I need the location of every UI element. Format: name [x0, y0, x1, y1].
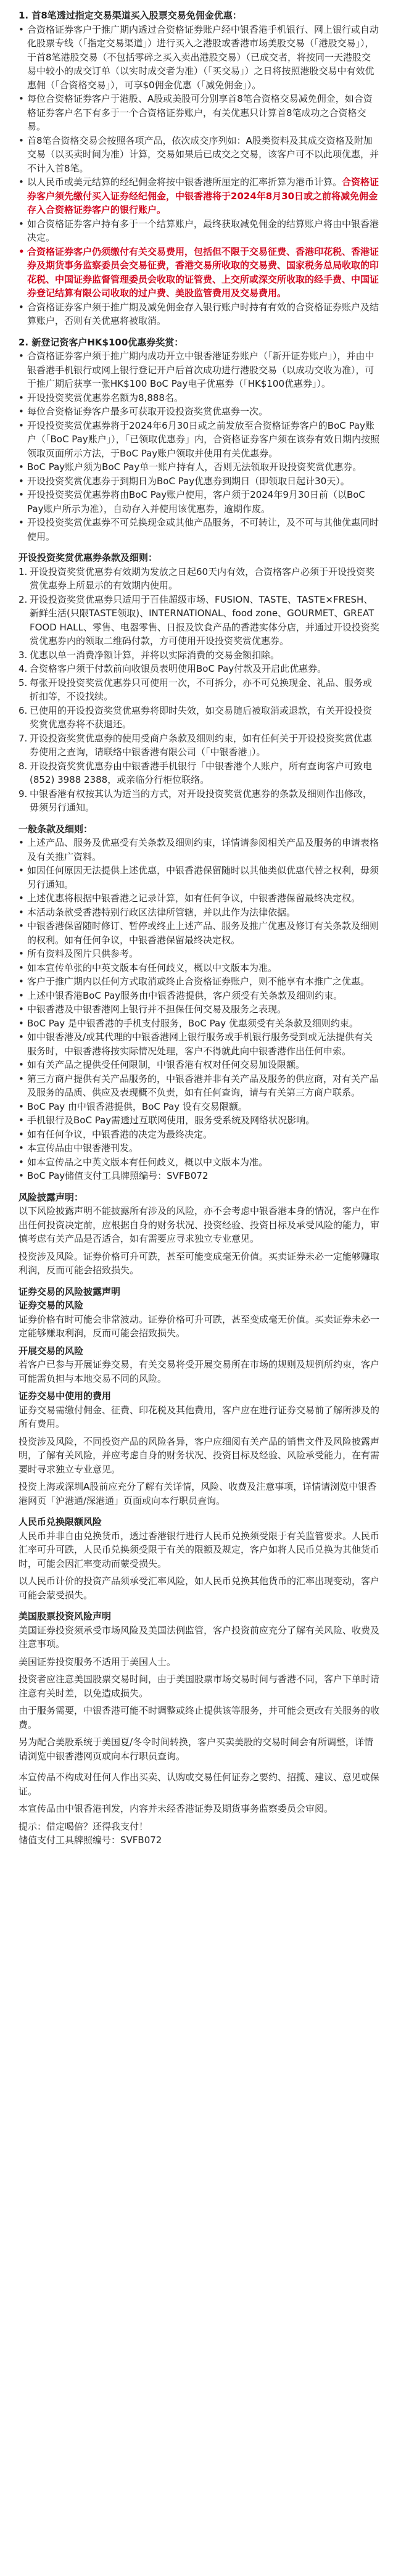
- list-item: • BoC Pay 是中银香港的手机支付服务，BoC Pay 优惠须受有关条款及细则约束。: [19, 1017, 380, 1031]
- paragraph: 由于服务需要，中银香港可能不时调整或终止提供该等服务，并可能会更改有关服务的收费。: [19, 1705, 380, 1730]
- paragraph: 美国证券投资服务不适用于美国人士。: [19, 1656, 176, 1667]
- list-item: • 如本宣传单张的中英文版本有任何歧义，概以中文版本为准。: [19, 961, 380, 975]
- section-risk-disclosure: [19, 1191, 380, 1278]
- list-item: • 合资格证券客户须于推广期内成功开立中银香港证券账户（「新开证券账户」），并由中银香港手机银行或网上银行登记开户后首次成功进行港股交易（以成功交收为准），可于推广期后获享一张HK$100 BoC Pay电子优惠券（「HK$100优惠券」）。: [19, 349, 380, 391]
- list-item: • 如因任何原因无法提供上述优惠，中银香港保留随时以其他类似优惠代替之权利，毋须另行通知。: [19, 864, 380, 891]
- section-title: 1. 首8笔透过指定交易渠道买入股票交易免佣金优惠：: [19, 10, 242, 21]
- highlight-text: 合资格证券客户须先缴付买入证券经纪佣金，中银香港将于2024年8月30日或之前将减免佣金存入合资格证券客户的银行账户。: [27, 176, 379, 215]
- list-item-highlight: • 合资格证券客户仍须缴付有关交易费用，包括但不限于交易征费、香港印花税、香港证券及期货事务监察委员会交易征费，香港交易所收取的交易费、国家税务总局收取的印花税、中国证券监督管理委员会收取的证管费、上交所或深交所收取的经手费、中国证券登记结算有限公司收取的过户费、美股监管费用及交易费用。: [19, 245, 380, 300]
- list-item: • 上述中银香港BoC Pay服务由中银香港提供，客户须受有关条款及细则约束。: [19, 989, 380, 1003]
- paragraph: 另为配合美股系统于美国夏/冬令时间转换，客户买卖美股的交易时间会有所调整，详情请浏览中银香港网页或向本行职员查询。: [19, 1736, 374, 1762]
- list-item: 8. 开设投资奖赏优惠券由中银香港手机银行「中银香港个人账户，所有查询客户可致电(852) 3988 2388，或亲临分行柜位联络。: [19, 760, 373, 785]
- paragraph: 若客户已参与开展证券交易，有关交易将受开展交易所在市场的规则及规例所约束，客户可能需负担与本地交易不同的风险。: [19, 1359, 380, 1384]
- footer: [19, 1770, 380, 1847]
- list-item: • 如有任何争议，中银香港的决定为最终决定。: [19, 1128, 380, 1142]
- list-item: • 中银香港及中银香港网上银行并不担保任何交易及服务之表现。: [19, 1002, 380, 1017]
- section-title: 美国股票投资风险声明: [19, 1611, 112, 1622]
- paragraph: 投资涉及风险，不同投资产品的风险各异，客户应细阅有关产品的销售文件及风险披露声明，了解有关风险，并应考虑自身的财务状况、投资目标及经验、风险承受能力，在有需要时寻求独立专业意见。: [19, 1435, 380, 1475]
- list-item: • 如合资格证券客户持有多于一个结算账户，最终获取减免佣金的结算账户将由中银香港决定。: [19, 217, 380, 245]
- section-title: 一般条款及细则：: [19, 823, 93, 835]
- list-item: • 中银香港保留随时修订、暂停或终止上述产品、服务及推广优惠及修订有关条款及细则的权利。如有任何争议，中银香港保留最终决定权。: [19, 919, 380, 947]
- list-item: • 客户于推广期内以任何方式取消或终止合资格证券账户，则不能享有本推广之优惠。: [19, 975, 380, 989]
- paragraph: 美国证券投资须承受市场风险及美国法例监管，客户投资前应充分了解有关风险、收费及注意事项。: [19, 1624, 380, 1649]
- list-item: 4. 合资格客户须于付款前向收银员表明使用BoC Pay付款及开启此优惠券。: [19, 663, 327, 674]
- list-item: • 本宣传品由中银香港刊发。: [19, 1141, 380, 1155]
- paragraph: 以下风险披露声明不能披露所有涉及的风险，亦不会考虑中银香港本身的情况，客户在作出任何投资决定前，应根据自身的财务状况、投资经验、投资目标及承受风险的能力，审慎考虑有关产品是否适合，如有需要应寻求独立专业意见。: [19, 1205, 380, 1244]
- list-item: • 开设投资奖赏优惠券不可兑换现金或其他产品服务，不可转让，及不可与其他优惠同时使用。: [19, 516, 380, 543]
- license-number: 储值支付工具牌照编号：SVFB072: [19, 1835, 162, 1846]
- subsection-title: 证券交易的风险: [19, 1300, 84, 1311]
- list-item: 6. 已使用的开设投资奖赏优惠券将即时失效，如交易随后被取消或退款，有关开设投资奖赏优惠券将不获退还。: [19, 704, 373, 730]
- list-item: • 开设投资奖赏优惠券名额为8,888名。: [19, 391, 380, 405]
- list-item: • 本活动条款受香港特别行政区法律所管辖，并以此作为法律依据。: [19, 906, 380, 920]
- subsection-title: 开展交易的风险: [19, 1345, 84, 1356]
- list-item-text: 以人民币或美元结算的经纪佣金将按中银香港所厘定的汇率折算为港币计算。: [27, 176, 342, 188]
- list-item: • 第三方商户提供有关产品服务的，中银香港并非有关产品及服务的供应商，对有关产品及服务的品质、供应及表现概不负责，如有任何查询，请与有关第三方商户联系。: [19, 1072, 380, 1100]
- list-item: • 合资格证券客户于推广期内透过合资格证券账户经中银香港手机银行、网上银行或自动化股票专线（「指定交易渠道」）进行买入之港股或香港市场美股交易（「港股交易」），于首8笔港股交易（不包括零碎之买入卖出港股交易）（已成交者，将按同一天港股交易中较小的成交订单（以实时成交者为准）（「买交易」）之日将按照港股交易中有效优惠佣（「合资格交易」），可享$0佣金优惠（「减免佣金」）。: [19, 23, 380, 93]
- list-item: • 手机银行及BoC Pay需透过互联网使用，服务受系统及网络状况影响。: [19, 1113, 380, 1128]
- list-item: • 每位合资格证券客户于港股、A股或美股可分别享首8笔合资格交易减免佣金，如合资格证券客户名下有多于一个合资格证券账户，有关优惠只计算首8笔成功之合资格交易。: [19, 92, 380, 134]
- list-item: • 所有资料及图片只供参考。: [19, 947, 380, 961]
- section-title: 开设投资奖赏优惠券条款及细则：: [19, 552, 158, 563]
- section-title: 2. 新登记资客户HK$100优惠券奖赏：: [19, 336, 184, 348]
- section-title: 人民币兑换限额风险: [19, 1516, 102, 1527]
- subsection-title: 证券交易中使用的费用: [19, 1390, 112, 1402]
- list-item: • 合资格证券客户须于推广期及减免佣金存入银行账户时持有有效的合资格证券账户及结算账户，否则有关优惠将被取消。: [19, 300, 380, 328]
- paragraph: 以人民币计价的投资产品须承受汇率风险，如人民币兑换其他货币的汇率出现变动，客户可能会蒙受损失。: [19, 1575, 380, 1601]
- list-item: 2. 开设投资奖赏优惠券只适用于百佳超级市场、FUSION、TASTE、TASTE×FRESH、新鲜生活(只限TASTE领取)、INTERNATIONAL、food zone、GOURMET、GREAT FOOD HALL、零售、电器零售、日报及饮食产品的香港实体分店，并通过开设投资奖赏优惠券内的领取二维码付款，方可使用开设投资奖赏优惠券。: [19, 593, 379, 646]
- paragraph: 证券价格有时可能会非常波动。证券价格可升可跌，甚至变成毫无价值。买卖证券未必一定能够赚取利润，反而可能会招致损失。: [19, 1313, 380, 1339]
- section-new-investor-reward: [19, 336, 380, 544]
- list-item: 3. 优惠以单一消费净额计算，并将以实际消费的交易金额扣除。: [19, 649, 280, 661]
- section-securities-risk: [19, 1285, 380, 1508]
- section-coupon-terms: [19, 551, 380, 815]
- section-us-stock-risk: [19, 1609, 380, 1763]
- paragraph: 投资者应注意美国股票交易时间，由于美国股票市场交易时间与香港不同，客户下单时请注意有关时差，以免造成损失。: [19, 1674, 380, 1699]
- section-general-terms: [19, 822, 380, 1183]
- reminder-text: 提示：借定喝倍？还得我支付！: [19, 1820, 149, 1832]
- list-item: • BoC Pay 由中银香港提供，BoC Pay 设有交易限额。: [19, 1100, 380, 1114]
- list-item: 5. 每张开设投资奖赏优惠券只可使用一次，不可拆分，亦不可兑换现金、礼品、服务或折扣等，不设找续。: [19, 677, 373, 702]
- list-item: • BoC Pay储值支付工具牌照编号：SVFB072: [19, 1169, 380, 1183]
- list-item: • 上述产品、服务及优惠受有关条款及细则约束，详情请参阅相关产品及服务的申请表格及有关推广资料。: [19, 836, 380, 864]
- list-item: 9. 中银香港有权按其认为适当的方式，对开设投资奖赏优惠券的条款及细则作出修改，毋须另行通知。: [19, 788, 373, 813]
- list-item: • 开设投资奖赏优惠券将由BoC Pay账户使用，客户须于2024年9月30日前（以BoC Pay账户所示为准），自动存入并使用该优惠券，逾期作废。: [19, 488, 380, 516]
- list-item: • 如有关产品之提供受任何限制，中银香港有权对任何交易加设限额。: [19, 1058, 380, 1072]
- paragraph: 投资上海或深圳A股前应充分了解有关详情，风险、收费及注意事项，详情请浏览中银香港网页「沪港通/深港通」页面或向本行职员查询。: [19, 1481, 377, 1506]
- list-item: • 首8笔合资格交易会按照各项产品，依次成交序列如：A股类资料及其成交资格及附加交易（以买卖时间为准）计算，交易如果后已成交之交易，该客户可不以此项优惠，并不计入首8笔。: [19, 134, 380, 176]
- disclaimer-text: 本宣传品不构成对任何人作出买卖、认购或交易任何证券之要约、招揽、建议、意见或保证。: [19, 1772, 380, 1797]
- list-item: • BoC Pay账户须为BoC Pay单一账户持有人，否则无法领取开设投资奖赏优惠券。: [19, 460, 380, 474]
- list-item: • 如本宣传品之中英文版本有任何歧义，概以中文版本为准。: [19, 1155, 380, 1170]
- list-item: [19, 175, 380, 217]
- section-rmb-risk: [19, 1515, 380, 1602]
- list-item: 7. 开设投资奖赏优惠券的使用受商户条款及细则约束，如有任何关于开设投资奖赏优惠券使用之查询，请联络中银香港有限公司（「中银香港」）。: [19, 732, 373, 758]
- list-item: • 如中银香港及/或其代理的中银香港网上银行服务或手机银行服务受到或无法提供有关服务时，中银香港将按实际情况处理，客户不得就此向中银香港作出任何申索。: [19, 1030, 380, 1058]
- paragraph: 人民币并非自由兑换货币，透过香港银行进行人民币兑换须受限于有关监管要求。人民币汇率可升可跌，人民币兑换须受限于有关的限额及规定，客户如将人民币兑换为其他货币时，可能会因汇率变动而蒙受损失。: [19, 1530, 380, 1569]
- disclaimer-text: 本宣传品由中银香港刊发，内容并未经香港证券及期货事务监察委员会审阅。: [19, 1803, 334, 1814]
- list-item: • 每位合资格证券客户最多可获取开设投资奖赏优惠券一次。: [19, 405, 380, 419]
- paragraph: 投资涉及风险。证券价格可升可跌，甚至可能变成毫无价值。买卖证券未必一定能够赚取利润，反而可能会招致损失。: [19, 1250, 380, 1276]
- list-item: • 开设投资奖赏优惠券将于2024年6月30日或之前发放至合资格证券客户的BoC Pay账户（「BoC Pay账户」），「已领取优惠券」内，合资格证券客户须在该券有效日期内按照领取页面所示方法，于BoC Pay账户领取并使用有关优惠券。: [19, 419, 380, 461]
- section-title: 证券交易的风险披露声明: [19, 1286, 121, 1297]
- list-item: • 上述优惠将根据中银香港之记录计算，如有任何争议，中银香港保留最终决定权。: [19, 891, 380, 906]
- list-item: • 开设投资奖赏优惠券于到期日为BoC Pay优惠券到期日（即领取日起计30天）。: [19, 474, 380, 489]
- list-item: 1. 开设投资奖赏优惠券有效期为发放之日起60天内有效，合资格客户必须于开设投资奖赏优惠券上所显示的有效期内使用。: [19, 566, 375, 591]
- section-title: 风险披露声明：: [19, 1191, 84, 1203]
- section-brokerage-waiver: [19, 9, 380, 328]
- paragraph: 证券交易需缴付佣金、征费、印花税及其他费用，客户应在进行证券交易前了解所涉及的所有费用。: [19, 1404, 380, 1429]
